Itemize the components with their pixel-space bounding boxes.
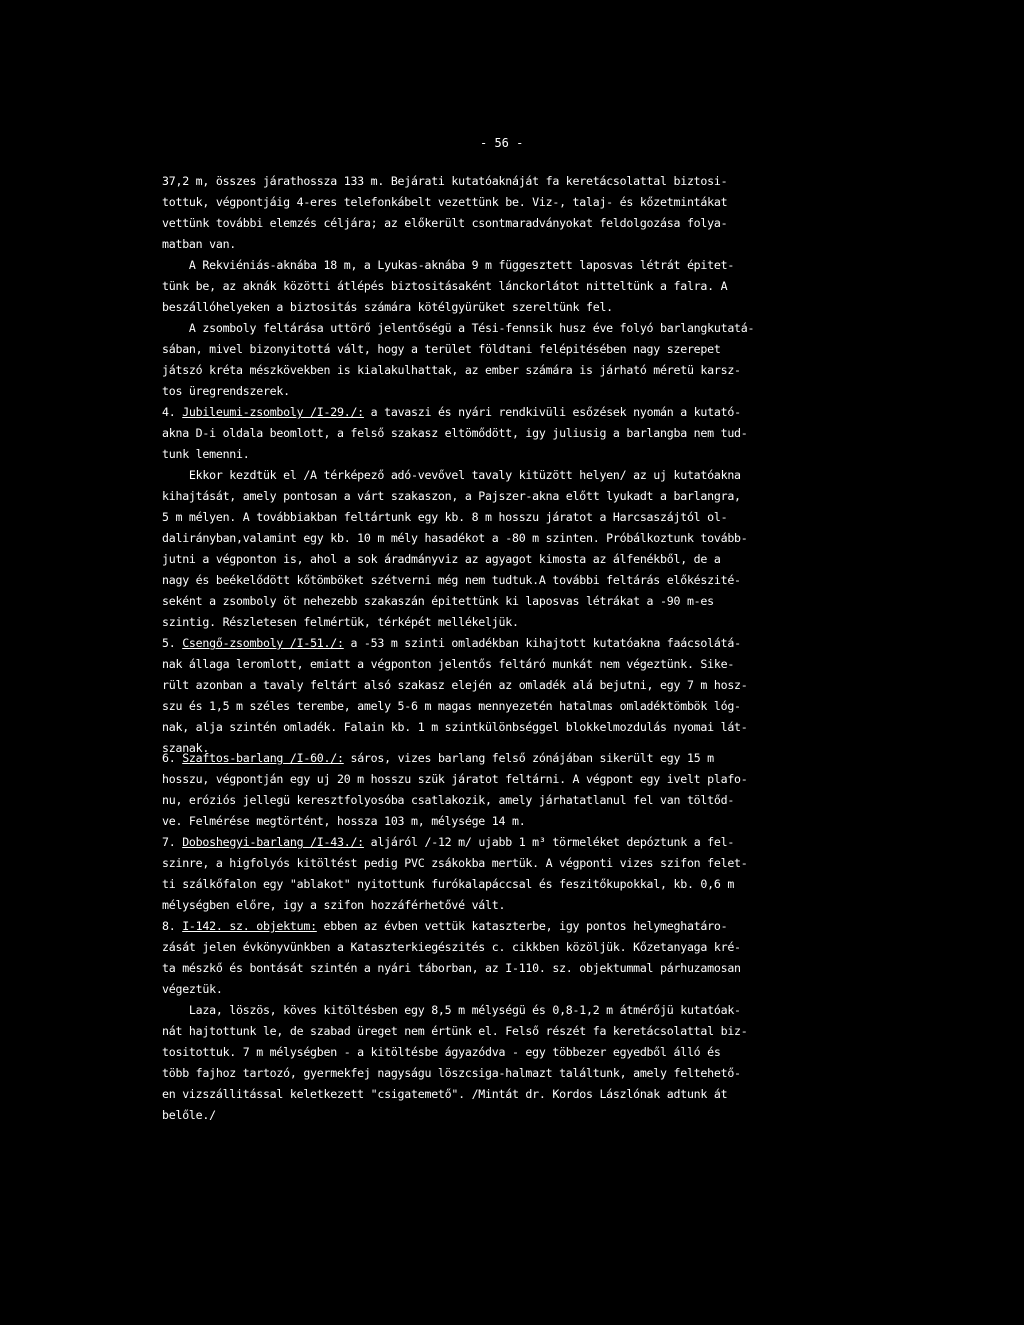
section-title: Doboshegyi-barlang /I-43./: bbox=[182, 835, 364, 849]
text-line: nagy és beékelődött kőtömböket szétverni még nem tudtuk.A további feltárás előkészité- bbox=[162, 573, 741, 587]
page-number: - 56 - bbox=[480, 136, 524, 150]
text-line: szanak. bbox=[162, 741, 210, 755]
text-line: ta mészkő és bontását szintén a nyári táborban, az I-110. sz. objektummal párhuzamosan bbox=[162, 961, 741, 975]
text-line: mélységben előre, igy a szifon hozzáférhetővé vált. bbox=[162, 898, 506, 912]
text-line: en vizszállitással keletkezett "csigatemető". /Mintát dr. Kordos Lászlónak adtunk át bbox=[162, 1087, 728, 1101]
section-7-doboshegyi-barlang bbox=[162, 832, 852, 916]
section-5-csengo-zsomboly bbox=[162, 633, 852, 759]
section-number: 4. bbox=[162, 405, 176, 419]
paragraph-loess-fill bbox=[162, 1000, 852, 1126]
text-line: vettünk további elemzés céljára; az előkerült csontmaradványokat feldolgozása folya- bbox=[162, 216, 728, 230]
section-text: ebben az évben vettük kataszterbe, igy pontos helymeghatáro- bbox=[316, 919, 728, 933]
section-text: a -53 m szinti omladékban kihajtott kutatóakna faácsolátá- bbox=[343, 636, 741, 650]
section-text: a tavaszi és nyári rendkivüli esőzések nyomán a kutató- bbox=[363, 405, 741, 419]
paragraph-opening bbox=[162, 171, 852, 255]
text-line: ve. Felmérése megtörtént, hossza 103 m, mélysége 14 m. bbox=[162, 814, 526, 828]
text-line: matban van. bbox=[162, 237, 237, 251]
section-title: Jubileumi-zsomboly /I-29./: bbox=[182, 405, 364, 419]
section-heading-line bbox=[162, 402, 852, 423]
section-heading-line bbox=[162, 748, 852, 769]
paragraph-exploration bbox=[162, 465, 852, 633]
text-line: játszó kréta mészkövekben is kialakulhattak, az ember számára is járható méretü karsz- bbox=[162, 363, 741, 377]
text-line: ti szálkőfalon egy "ablakot" nyitottunk furókalapáccsal és feszitőkupokkal, kb. 0,6 m bbox=[162, 877, 735, 891]
section-number: 8. bbox=[162, 919, 176, 933]
text-line: szu és 1,5 m széles terembe, amely 5-6 m magas mennyezetén hatalmas omladéktömbök lóg- bbox=[162, 699, 741, 713]
text-line: 37,2 m, összes járathossza 133 m. Bejárati kutatóaknáját fa keretácsolattal biztosi- bbox=[162, 174, 728, 188]
paragraph-significance bbox=[162, 318, 852, 402]
text-line: A zsomboly feltárása uttörő jelentőségü a Tési-fennsik husz éve folyó barlangkutatá- bbox=[162, 321, 755, 335]
section-number: 5. bbox=[162, 636, 176, 650]
text-line: tünk be, az aknák közötti átlépés biztositásaként lánckorlátot nitteltünk a falra. A bbox=[162, 279, 728, 293]
text-line: hosszu, végpontján egy uj 20 m hosszu szük járatot feltárni. A végpont egy ivelt plafo- bbox=[162, 772, 748, 786]
text-line: zását jelen évkönyvünkben a Kataszterkiegészités c. cikkben közöljük. Kőzetanyaga kré- bbox=[162, 940, 741, 954]
section-heading-line bbox=[162, 916, 852, 937]
text-line: Ekkor kezdtük el /A térképező adó-vevővel tavaly kitüzött helyen/ az uj kutatóakna bbox=[162, 468, 741, 482]
text-line: nu, eróziós jellegü keresztfolyosóba csatlakozik, amely járhatatlanul fel van töltőd- bbox=[162, 793, 735, 807]
text-line: beszállóhelyeken a biztositás számára kötélgyürüket szereltünk fel. bbox=[162, 300, 613, 314]
text-line: dalirányban,valamint egy kb. 10 m mély hasadékot a -80 m szinten. Próbálkoztunk tovább- bbox=[162, 531, 748, 545]
section-title: Szaftos-barlang /I-60./: bbox=[182, 751, 344, 765]
text-line: sában, mivel bizonyitottá vált, hogy a terület földtani felépitésében nagy szerepet bbox=[162, 342, 721, 356]
text-line: nak állaga leromlott, emiatt a végponton jelentős feltáró munkát nem végeztünk. Sike- bbox=[162, 657, 735, 671]
text-line: nát hajtottunk le, de szabad üreget nem értünk el. Felső részét fa keretácsolattal biz- bbox=[162, 1024, 748, 1038]
text-line: tunk lemenni. bbox=[162, 447, 250, 461]
text-line: rült azonban a tavaly feltárt alsó szakasz elején az omladék alá bejutni, egy 7 m hosz- bbox=[162, 678, 748, 692]
section-text: aljáról /-12 m/ ujabb 1 m³ törmeléket depóztunk a fel- bbox=[363, 835, 735, 849]
section-4-jubileumi-zsomboly bbox=[162, 402, 852, 465]
text-line: több fajhoz tartozó, gyermekfej nagyságu löszcsiga-halmazt találtunk, amely feltehető- bbox=[162, 1066, 741, 1080]
text-line: 5 m mélyen. A továbbiakban feltártunk egy kb. 8 m hosszu járatot a Harcsaszájtól ol- bbox=[162, 510, 728, 524]
text-line: tos üregrendszerek. bbox=[162, 384, 290, 398]
text-line: tositottuk. 7 m mélységben - a kitöltésbe ágyazódva - egy többezer egyedből álló és bbox=[162, 1045, 721, 1059]
text-line: szinre, a higfolyós kitöltést pedig PVC zsákokba mertük. A végponti vizes szifon felet- bbox=[162, 856, 748, 870]
section-6-szaftos-barlang bbox=[162, 748, 852, 832]
section-number: 6. bbox=[162, 751, 176, 765]
text-line: belőle./ bbox=[162, 1108, 216, 1122]
text-line: seként a zsomboly öt nehezebb szakaszán épitettünk ki laposvas létrákat a -90 m-es bbox=[162, 594, 714, 608]
section-heading-line bbox=[162, 832, 852, 853]
section-title: I-142. sz. objektum: bbox=[182, 919, 317, 933]
text-line: tottuk, végpontjáig 4-eres telefonkábelt vezettünk be. Viz-, talaj- és kőzetmintákat bbox=[162, 195, 728, 209]
text-line: A Rekviéniás-aknába 18 m, a Lyukas-aknába 9 m függesztett laposvas létrát épitet- bbox=[162, 258, 735, 272]
text-line: jutni a végponton is, ahol a sok áradmányviz az agyagot kimosta az álfenékből, de a bbox=[162, 552, 721, 566]
text-line: kihajtását, amely pontosan a várt szakaszon, a Pajszer-akna előtt lyukadt a barlangra, bbox=[162, 489, 741, 503]
text-line: akna D-i oldala beomlott, a felső szakasz eltömődött, igy juliusig a barlangba nem tud- bbox=[162, 426, 748, 440]
section-8-i-142-objektum bbox=[162, 916, 852, 1000]
section-title: Csengő-zsomboly /I-51./: bbox=[182, 636, 344, 650]
paragraph-ladders bbox=[162, 255, 852, 318]
text-line: Laza, löszös, köves kitöltésben egy 8,5 m mélységü és 0,8-1,2 m átmérőjü kutatóak- bbox=[162, 1003, 741, 1017]
section-heading-line bbox=[162, 633, 852, 654]
text-line: végeztük. bbox=[162, 982, 223, 996]
text-line: nak, alja szintén omladék. Falain kb. 1 m szintkülönbséggel blokkelmozdulás nyomai lát- bbox=[162, 720, 748, 734]
text-line: szintig. Részletesen felmértük, térképét mellékeljük. bbox=[162, 615, 519, 629]
section-number: 7. bbox=[162, 835, 176, 849]
section-text: sáros, vizes barlang felső zónájában sikerült egy 15 m bbox=[343, 751, 714, 765]
